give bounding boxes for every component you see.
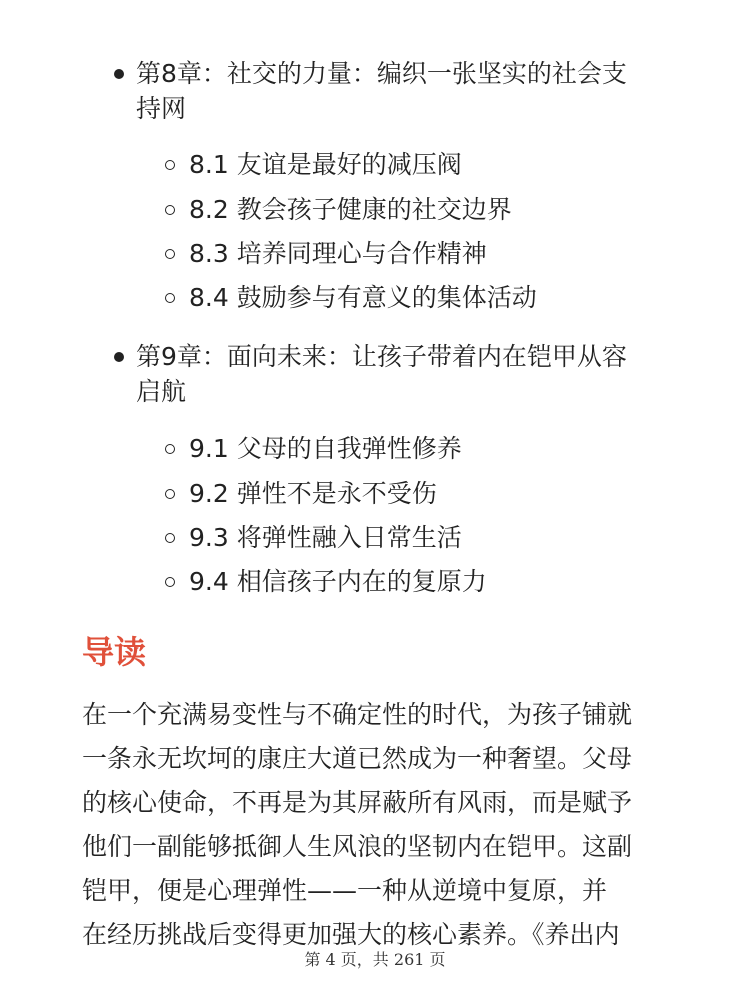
bullet-circle-icon	[165, 293, 175, 303]
intro-heading: 导读	[82, 633, 147, 671]
intro-paragraph-line: 一条永无坎坷的康庄大道已然成为一种奢望。父母	[82, 744, 633, 773]
section-label: 9.1 父母的自我弹性修养	[189, 434, 462, 463]
section-item	[189, 147, 462, 182]
section-item	[189, 431, 462, 466]
intro-paragraph-line: 的核心使命，不再是为其屏蔽所有风雨，而是赋予	[82, 788, 633, 817]
intro-paragraph-line: 在一个充满易变性与不确定性的时代，为孩子铺就	[82, 700, 633, 729]
chapter-8-item	[136, 56, 696, 126]
section-label: 8.3 培养同理心与合作精神	[189, 239, 487, 268]
section-item	[189, 564, 487, 599]
intro-paragraph-line: 在经历挑战后变得更加强大的核心素养。《养出内	[82, 920, 620, 949]
section-label: 9.4 相信孩子内在的复原力	[189, 567, 487, 596]
chapter-title-line: 第9章：面向未来：让孩子带着内在铠甲从容	[136, 342, 627, 371]
bullet-circle-icon	[165, 577, 175, 587]
page-number-footer: 第 4 页，共 261 页	[304, 950, 446, 969]
bullet-circle-icon	[165, 205, 175, 215]
bullet-circle-icon	[165, 249, 175, 259]
bullet-circle-icon	[165, 489, 175, 499]
bullet-circle-icon	[165, 444, 175, 454]
bullet-disc-icon	[114, 352, 124, 362]
section-item	[189, 280, 537, 315]
bullet-disc-icon	[114, 69, 124, 79]
section-item	[189, 520, 462, 555]
section-label: 8.2 教会孩子健康的社交边界	[189, 195, 512, 224]
section-item	[189, 236, 487, 271]
chapter-title-line: 第8章：社交的力量：编织一张坚实的社会支	[136, 59, 627, 88]
chapter-9-item	[136, 339, 696, 409]
section-label: 8.4 鼓励参与有意义的集体活动	[189, 283, 537, 312]
bullet-circle-icon	[165, 160, 175, 170]
intro-paragraph-line: 铠甲，便是心理弹性——一种从逆境中复原，并	[82, 876, 608, 905]
bullet-circle-icon	[165, 533, 175, 543]
chapter-title-line: 持网	[136, 94, 187, 123]
section-label: 8.1 友谊是最好的减压阀	[189, 150, 462, 179]
chapter-title-line: 启航	[136, 377, 187, 406]
section-item	[189, 476, 437, 511]
intro-paragraph-line: 他们一副能够抵御人生风浪的坚韧内在铠甲。这副	[82, 832, 633, 861]
section-label: 9.2 弹性不是永不受伤	[189, 479, 437, 508]
section-label: 9.3 将弹性融入日常生活	[189, 523, 462, 552]
section-item	[189, 192, 512, 227]
